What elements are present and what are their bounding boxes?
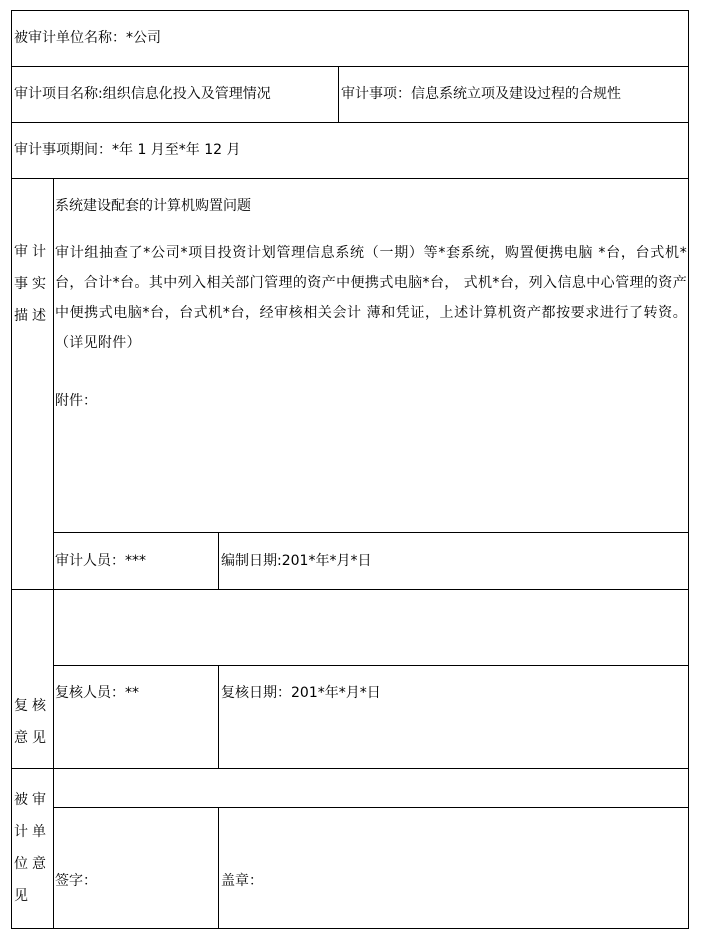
unit-opinion-label: 被审计单位意见: [14, 792, 50, 904]
facts-title: 系统建设配套的计算机购置问题: [55, 198, 251, 214]
column-divider: [218, 665, 219, 768]
compile-date-field: 编制日期:201*年*月*日: [221, 553, 372, 569]
row-divider: [53, 807, 689, 808]
reviewer-field: 复核人员：**: [55, 685, 139, 701]
auditor-field: 审计人员：***: [55, 553, 146, 569]
review-date-field: 复核日期：201*年*月*日: [221, 685, 381, 701]
column-divider: [218, 532, 219, 589]
row-divider: [11, 66, 689, 67]
audit-item: 审计事项：信息系统立项及建设过程的合规性: [341, 86, 621, 102]
facts-label: 审计事实描述: [14, 244, 50, 324]
row-divider: [53, 532, 689, 533]
attachment-label: 附件：: [55, 393, 97, 409]
facts-body: 审计组抽查了*公司*项目投资计划管理信息系统（一期）等*套系统，购置便携电脑 *台，台式机*台，合计*台。其中列入相关部门管理的资产中便携式电脑*台， 式机*台，列入信息中心管理的资产中便携式电脑*台，台式机*台，经审核相关会计 薄和凭证，上述计算机资产都按要求进行了转资。（详见附件）: [55, 245, 687, 351]
review-label: 复核意见: [14, 698, 50, 746]
column-divider: [338, 66, 339, 122]
row-divider: [11, 122, 689, 123]
column-divider: [218, 807, 219, 929]
row-divider: [11, 178, 689, 179]
project-name: 审计项目名称:组织信息化投入及管理情况: [14, 86, 271, 102]
row-divider: [53, 665, 689, 666]
seal-field: 盖章：: [221, 873, 263, 889]
row-divider: [11, 768, 689, 769]
audit-period: 审计事项期间：*年 1 月至*年 12 月: [14, 142, 241, 158]
unit-name: 被审计单位名称：*公司: [14, 30, 161, 46]
row-divider: [11, 589, 689, 590]
signature-field: 签字：: [55, 873, 97, 889]
